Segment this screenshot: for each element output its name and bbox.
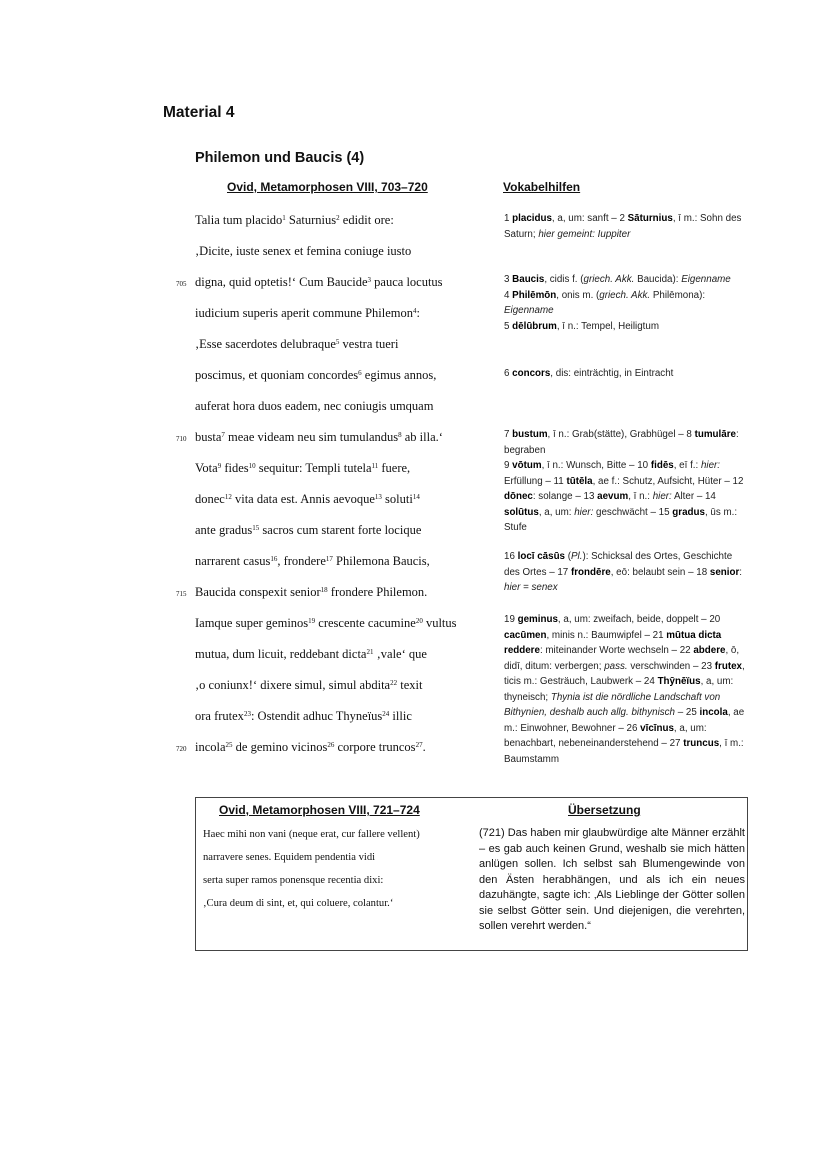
latin-text-segment: Saturnius <box>285 213 337 227</box>
vocab-text: , a, um: benachbart, nebeneinanderstehend – 27 <box>504 722 707 749</box>
vocab-text: griech. Akk. <box>599 289 651 301</box>
box-latin-line: Haec mihi non vani (neque erat, cur fallere vellent) <box>203 829 420 840</box>
latin-text-segment: ‚Esse sacerdotes delubraque <box>195 337 336 351</box>
latin-text-segment: egimus annos, <box>361 368 437 382</box>
box-latin-line: serta super ramos ponensque recentia dixi: <box>203 875 384 886</box>
vocab-heading: Vokabelhilfen <box>503 180 581 194</box>
line-number: 710 <box>176 435 187 443</box>
vocab-text: pass. <box>604 660 628 672</box>
vocab-text: , ī n.: Grab(stätte), Grabhügel – 8 <box>547 429 695 440</box>
vocab-text: , ī n.: <box>628 491 653 502</box>
vocab-headword: abdere <box>693 645 726 656</box>
latin-line <box>195 368 436 383</box>
latin-line <box>195 430 443 445</box>
vocab-text: 1 <box>504 213 513 224</box>
vocab-entry <box>504 612 750 767</box>
footnote-marker: 12 <box>224 493 232 501</box>
latin-text-segment: poscimus, et quoniam concordes <box>195 368 359 382</box>
vocab-text: , ī n.: Wunsch, Bitte – 10 <box>541 460 651 471</box>
vocab-text: , eī f.: <box>673 460 701 471</box>
vocab-text: griech. Akk. <box>583 274 635 285</box>
latin-line <box>195 492 420 507</box>
footnote-marker: 15 <box>252 524 260 532</box>
vocab-text: 4 <box>504 289 513 301</box>
vocab-text: hier: <box>652 491 672 502</box>
vocab-text: geschwächt – 15 <box>593 506 673 518</box>
vocab-headword: gradus <box>672 506 705 518</box>
latin-text-segment: mutua, dum licuit, reddebant dicta <box>195 647 367 661</box>
vocab-text: hier: <box>574 506 594 518</box>
footnote-marker: 17 <box>325 555 333 563</box>
latin-text-segment: fuere, <box>378 461 411 475</box>
latin-text-segment: vita data est. Annis aevoque <box>231 492 375 506</box>
vocab-text: , onis m. ( <box>556 289 600 301</box>
vocab-entry <box>504 272 750 334</box>
latin-line <box>195 275 443 290</box>
vocab-text: : <box>739 566 743 578</box>
vocab-text: , a, um: <box>538 506 575 518</box>
vocab-text: , minis n.: Baumwipfel – 21 <box>546 629 667 641</box>
vocab-text: ( <box>565 551 571 562</box>
vocab-headword: bustum <box>512 429 548 440</box>
vocab-headword: Sāturnius <box>627 213 673 224</box>
vocab-headword: dēlūbrum <box>512 320 557 332</box>
vocab-headword: aevum <box>597 491 629 502</box>
vocab-headword: Baucis <box>512 274 545 285</box>
footnote-marker: 4 <box>413 307 417 315</box>
vocab-text: , eō: belaubt sein – 18 <box>610 566 710 578</box>
latin-line <box>195 616 457 631</box>
vocab-text: , a, um: thyneisch; <box>504 676 734 703</box>
latin-text-segment: illic <box>389 709 412 723</box>
latin-text-segment: Iamque super geminos <box>195 616 309 630</box>
vocab-text: 19 <box>504 614 518 625</box>
footnote-marker: 10 <box>248 462 256 470</box>
footnote-marker: 25 <box>225 741 233 749</box>
vocab-text: Philēmona): <box>650 289 706 301</box>
latin-line <box>195 244 411 259</box>
vocab-entry <box>504 427 750 536</box>
latin-text-segment: , frondere <box>277 554 326 568</box>
box-latin-line: ‚Cura deum di sint, et, qui coluere, colantur.‘ <box>203 898 394 909</box>
material-label: Material 4 <box>163 104 235 121</box>
footnote-marker: 22 <box>390 679 398 687</box>
footnote-marker: 2 <box>336 214 340 222</box>
latin-text-segment: narrarent casus <box>195 554 271 568</box>
footnote-marker: 18 <box>320 586 328 594</box>
vocab-entry <box>504 366 750 382</box>
vocab-text: 7 <box>504 429 513 440</box>
footnote-marker: 7 <box>221 431 225 439</box>
vocab-entry <box>504 211 750 242</box>
footnote-marker: 16 <box>270 555 278 563</box>
box-translation-heading: Übersetzung <box>568 803 641 817</box>
vocab-text: Eigenname <box>504 305 554 316</box>
latin-line <box>195 523 421 538</box>
footnote-marker: 19 <box>308 617 316 625</box>
latin-text-segment: de gemino vicinos <box>232 740 328 754</box>
latin-text-segment: Talia tum placido <box>195 213 283 227</box>
vocab-text: , dis: einträchtig, in Eintracht <box>550 368 674 379</box>
vocab-headword: fidēs <box>650 460 674 471</box>
vocab-text: Alter – 14 <box>671 491 716 502</box>
vocab-text: , a, um: zweifach, beide, doppelt – 20 <box>557 614 721 625</box>
footnote-marker: 5 <box>335 338 340 346</box>
footnote-marker: 20 <box>415 617 423 625</box>
vocab-headword: frondēre <box>570 566 611 578</box>
vocab-text: , ticis m.: Gesträuch, Laubwerk – 24 <box>504 660 745 687</box>
latin-text-segment: fides <box>221 461 249 475</box>
latin-text-segment: ‚o coniunx!‘ dixere simul, simul abdita <box>195 678 391 692</box>
page-title: Philemon und Baucis (4) <box>195 150 365 166</box>
vocab-text: , a, um: sanft – 2 <box>551 213 628 224</box>
vocab-text: 9 <box>504 460 513 471</box>
footnote-marker: 14 <box>412 493 420 501</box>
latin-text-segment: ‚vale‘ que <box>373 647 427 661</box>
latin-line <box>195 399 433 414</box>
latin-text-segment: Philemona Baucis, <box>332 554 430 568</box>
latin-text-segment: ab illa.‘ <box>401 430 443 444</box>
vocab-headword: incola <box>699 707 728 718</box>
latin-line <box>195 585 427 600</box>
line-number: 715 <box>176 590 187 598</box>
latin-text-segment: ora frutex <box>195 709 244 723</box>
vocab-text: , ō, didī, ditum: verbergen; <box>504 645 740 672</box>
vocab-text: 6 <box>504 368 513 379</box>
latin-text-segment: meae videam neu sim tumulandus <box>224 430 399 444</box>
vocab-text: Eigenname <box>681 274 731 285</box>
vocab-text: 3 <box>504 274 513 285</box>
vocab-text: 5 <box>504 320 513 332</box>
footnote-marker: 8 <box>398 431 402 439</box>
vocab-headword: placidus <box>512 213 552 224</box>
footnote-marker: 6 <box>358 369 362 377</box>
vocab-headword: geminus <box>517 614 558 625</box>
latin-line <box>195 678 422 693</box>
footnote-marker: 27 <box>415 741 423 749</box>
vocab-headword: dōnec <box>504 491 533 502</box>
latin-text-segment: edidit ore: <box>339 213 394 227</box>
latin-heading: Ovid, Metamorphosen VIII, 703–720 <box>227 180 428 194</box>
vocab-text: : begraben <box>504 429 739 456</box>
vocab-headword: senior <box>709 566 740 578</box>
latin-text-segment: . <box>422 740 426 754</box>
latin-line <box>195 709 412 724</box>
vocab-text: 16 <box>504 551 518 562</box>
vocab-text: – 25 <box>675 707 700 718</box>
vocab-text: : miteinander Worte wechseln – 22 <box>539 645 694 656</box>
vocab-text: verschwinden – 23 <box>627 660 715 672</box>
latin-text-segment: corpore truncos <box>334 740 416 754</box>
vocab-text: Baucida): <box>634 274 682 285</box>
latin-text-segment: iudicium superis aperit commune Philemon <box>195 306 414 320</box>
latin-line <box>195 554 430 569</box>
line-number: 705 <box>176 280 187 288</box>
latin-line <box>195 213 394 228</box>
latin-line <box>195 740 426 755</box>
vocab-text: , ūs m.: Stufe <box>504 506 738 533</box>
box-translation-text: (721) Das haben mir glaubwürdige alte Männer erzählt – es gab auch keinen Grund, weshalb sie mich hätten anlügen sollen. Ich selbst sah Blumengewinde von den Ästen herabhängen, und als ich ein neues dazuhängte, sagte ich: ‚Als Lieblinge der Götter sollen sie selbst Götter sein. Und diejenigen, die verehrten, sollen verehrt werden.“ <box>479 827 745 932</box>
latin-line <box>195 461 410 476</box>
box-latin-heading: Ovid, Metamorphosen VIII, 721–724 <box>219 803 420 817</box>
latin-text-segment: : <box>416 306 421 320</box>
latin-line <box>195 337 398 352</box>
latin-text-segment: digna, quid optetis!‘ Cum Baucide <box>195 275 368 289</box>
vocab-text: ): Schicksal des Ortes, Geschichte des Ortes – 17 <box>504 551 733 578</box>
vocab-headword: vīcīnus <box>640 722 674 734</box>
vocab-text: , ī m.: Baumstamm <box>504 738 744 765</box>
vocab-headword: mūtua dicta reddere <box>504 629 722 656</box>
vocab-headword: concors <box>512 368 551 379</box>
vocab-headword: locī cāsūs <box>517 551 566 562</box>
latin-text-segment: ante gradus <box>195 523 253 537</box>
latin-text-segment: sequitur: Templi tutela <box>255 461 372 475</box>
vocab-entry <box>504 549 750 596</box>
footnote-marker: 13 <box>374 493 382 501</box>
vocab-text: Erfüllung – 11 <box>504 475 567 487</box>
vocab-text: : solange – 13 <box>532 491 598 502</box>
vocab-headword: solūtus <box>504 506 539 518</box>
footnote-marker: 26 <box>327 741 335 749</box>
latin-text-segment: donec <box>195 492 225 506</box>
vocab-text: hier: <box>700 460 721 471</box>
footnote-marker: 21 <box>366 648 374 656</box>
latin-text-segment: : Ostendit adhuc Thyneïus <box>250 709 383 723</box>
latin-text-segment: incola <box>195 740 226 754</box>
latin-text-segment: texit <box>397 678 423 692</box>
latin-text-segment: frondere Philemon. <box>327 585 428 599</box>
footnote-marker: 9 <box>217 462 222 470</box>
vocab-text: hier gemeint: Iuppiter <box>538 228 631 240</box>
latin-text-segment: pauca locutus <box>371 275 443 289</box>
latin-line <box>195 647 427 662</box>
vocab-headword: tumulāre <box>694 429 736 440</box>
latin-line <box>195 306 420 321</box>
box-latin-line: narravere senes. Equidem pendentia vidi <box>203 852 376 863</box>
vocab-text: , ī n.: Tempel, Heiligtum <box>556 320 659 332</box>
latin-text-segment: auferat hora duos eadem, nec coniugis umquam <box>195 399 434 413</box>
vocab-headword: frutex <box>714 660 742 672</box>
vocab-text: Thynia ist die nördliche Landschaft von Bithynien, deshalb auch allg. bithynisch <box>504 691 721 718</box>
latin-text-segment: sacros cum starent forte locique <box>259 523 422 537</box>
latin-text-segment: Baucida conspexit senior <box>195 585 321 599</box>
footnote-marker: 1 <box>282 214 286 222</box>
line-number: 720 <box>176 745 187 753</box>
latin-text-segment: Vota <box>195 461 218 475</box>
vocab-headword: truncus <box>683 738 720 749</box>
vocab-headword: Philēmōn <box>512 289 557 301</box>
vocab-text: , ae f.: Schutz, Aufsicht, Hüter – 12 <box>592 475 744 487</box>
vocab-text: , ī m.: Sohn des Saturn; <box>504 213 742 240</box>
latin-text-segment: ‚Dicite, iuste senex et femina coniuge iusto <box>195 244 412 258</box>
vocab-text: hier = senex <box>504 582 558 593</box>
latin-text-segment: vestra tueri <box>339 337 399 351</box>
vocab-text: , cidis f. ( <box>544 274 584 285</box>
latin-text-segment: busta <box>195 430 222 444</box>
vocab-headword: Thȳnēïus <box>657 676 701 687</box>
vocab-headword: tūtēla <box>566 475 593 487</box>
latin-text-segment: crescente cacumine <box>315 616 416 630</box>
vocab-headword: vōtum <box>512 460 542 471</box>
vocab-headword: cacūmen <box>504 629 547 641</box>
vocab-text: , ae m.: Einwohner, Bewohner – 26 <box>504 707 745 734</box>
footnote-marker: 23 <box>243 710 251 718</box>
latin-text-segment: vultus <box>422 616 457 630</box>
vocab-text: Pl. <box>571 551 583 562</box>
latin-text-segment: soluti <box>381 492 413 506</box>
footnote-marker: 11 <box>371 462 379 470</box>
footnote-marker: 24 <box>382 710 390 718</box>
footnote-marker: 3 <box>367 276 372 284</box>
